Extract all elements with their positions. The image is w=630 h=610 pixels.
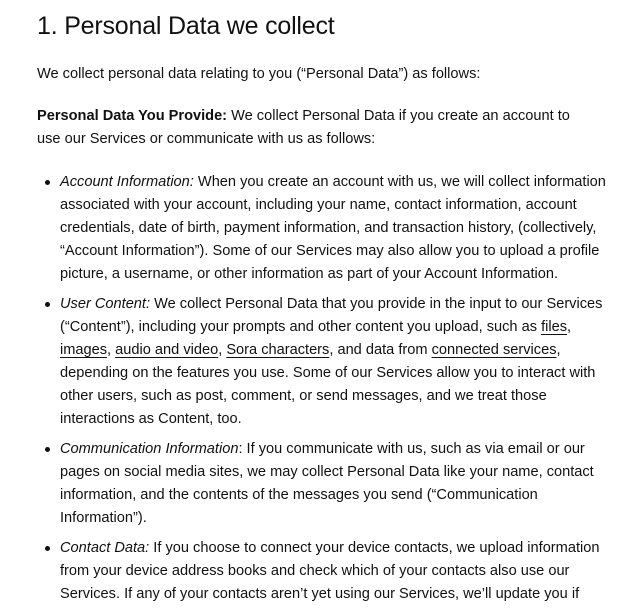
personal-data-you-provide-text: We collect Personal Data if you create an account to use our Services or communicate with us as follows: [37,108,570,147]
communication-information-text: : If you communicate with us, such as via email or our pages on social media sites, we may collect Personal Data like your name, contact information, and the contents of the messages you send (“Communication Information”). [60,441,594,526]
separator: , [218,342,227,358]
sora-characters-link[interactable]: Sora characters [226,342,330,358]
term-account-information: Account Information: [60,174,194,190]
separator: , [567,319,572,335]
section-heading: 1. Personal Data we collect [37,12,335,40]
term-user-content: User Content: [60,296,151,312]
intro-paragraph: We collect personal data relating to you (“Personal Data”) as follows: [37,66,481,82]
account-information-text: When you create an account with us, we will collect information associated with your account, including your name, contact information, account credentials, date of birth, payment information, and transaction history, (collectively, “Account Information”). Some of our Services may also allow you to upload a profile picture, a username, or other information as part of your Account Information. [60,174,606,282]
term-communication-information: Communication Information [60,441,239,457]
connected-services-link[interactable]: connected services [431,342,557,358]
user-content-text-1: We collect Personal Data that you provide in the input to our Services (“Content”), including your prompts and other content you upload, such as [60,296,603,335]
data-categories-list [37,171,625,610]
files-link[interactable]: files [541,319,568,335]
list-item-user-content [60,293,625,431]
separator: , and data from [329,342,432,358]
list-item-account-information [60,171,625,286]
list-item-contact-data [60,537,625,606]
separator: , [107,342,116,358]
audio-and-video-link[interactable]: audio and video [115,342,219,358]
term-contact-data: Contact Data: [60,540,150,556]
images-link[interactable]: images [60,342,108,358]
personal-data-you-provide-paragraph [37,105,597,151]
personal-data-you-provide-label: Personal Data You Provide: [37,108,228,124]
list-item-communication-information [60,438,625,530]
contact-data-text: If you choose to connect your device contacts, we upload information from your device address books and check which of your contacts also use our Services. If any of your contacts aren’t yet using our Services, we’ll update you if [60,540,600,602]
user-content-text-2: , depending on the features you use. Some of our Services allow you to interact with other users, such as post, comment, or send messages, and we treat those interactions as Content, too. [60,342,596,427]
